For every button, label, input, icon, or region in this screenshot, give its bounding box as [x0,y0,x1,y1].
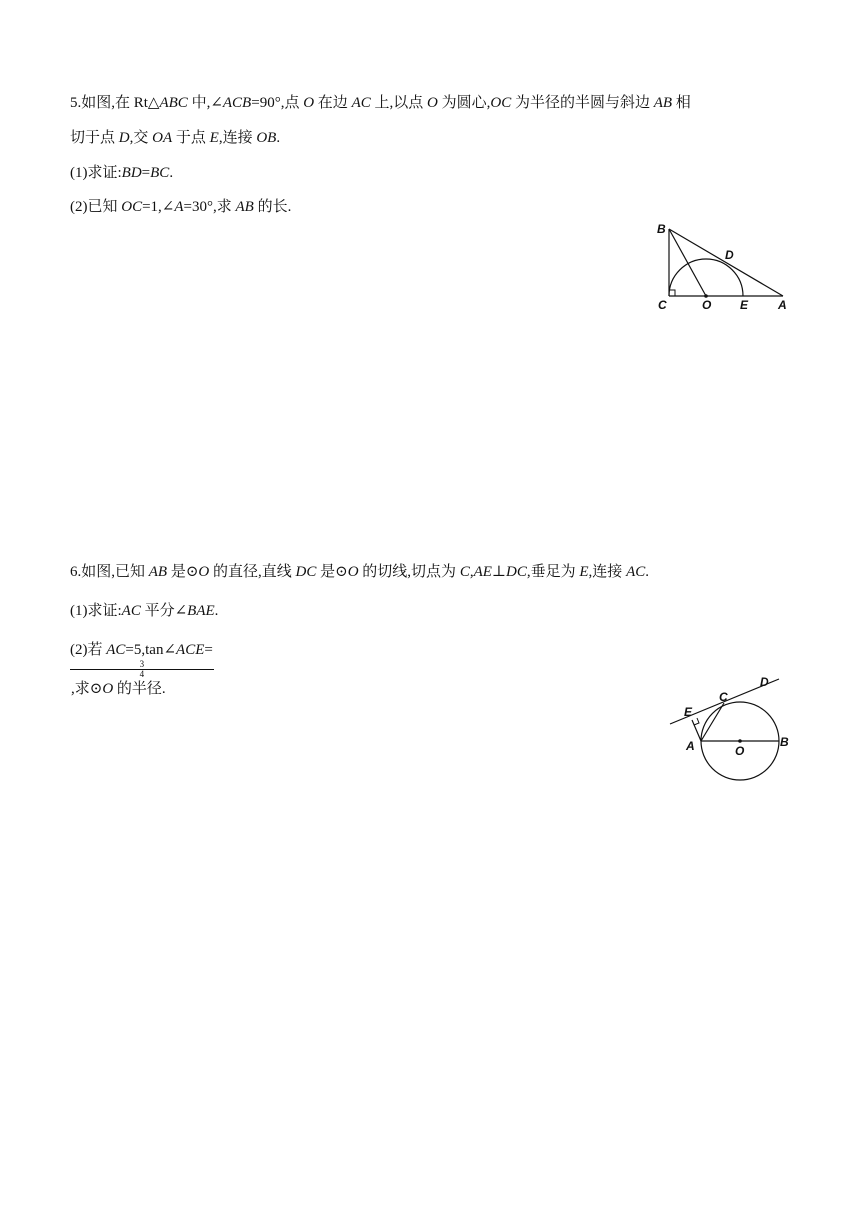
text-run: . [276,130,281,146]
label-c: C [658,298,667,312]
text-run: 5.如图,在 Rt△ [70,95,160,111]
math-symbol: D [118,130,130,146]
math-symbol: O [102,681,114,697]
problem6-question2 [70,640,214,699]
text-run: . [214,603,219,619]
label-e: E [740,298,749,312]
segment-bo [669,229,706,296]
text-run: (1)求证: [70,165,122,181]
label-c: C [719,690,728,704]
text-run: =90°,点 [251,95,304,111]
math-symbol: ABC [159,95,188,111]
text-run: 是⊙ [167,564,199,580]
problem6-question2-pre [70,642,213,658]
math-symbol: C [459,564,470,580]
label-a: A [778,298,787,312]
math-symbol: AC [106,642,126,658]
text-run: 为圆心, [437,95,491,111]
text-run: ,连接 [218,130,257,146]
math-symbol: DC [295,564,317,580]
math-symbol: DC [506,564,527,580]
math-symbol: OC [490,95,512,111]
label-o: O [702,298,712,312]
math-symbol: ACE [176,642,205,658]
text-run: ,连接 [588,564,627,580]
text-run: 于点 [172,130,210,146]
text-run: 的长. [253,199,292,215]
math-symbol: E [209,130,219,146]
text-run: = [141,165,151,181]
text-run: ,交 [129,130,153,146]
text-run: 中,∠ [187,95,223,111]
text-run: ,求⊙ [71,681,103,697]
text-run: ,垂足为 [526,564,580,580]
math-symbol: OA [152,130,173,146]
math-symbol: AB [235,199,254,215]
text-run: 为半径的半圆与斜边 [511,95,654,111]
math-symbol: O [427,95,438,111]
problem6-figure [660,668,800,784]
math-symbol: AC [121,603,141,619]
text-run: (2)已知 [70,199,122,215]
problem6-question2-post [71,681,166,697]
math-symbol: O [347,564,359,580]
text-run: =5,tan∠ [125,642,177,658]
math-symbol: AB [653,95,673,111]
math-symbol: AC [626,564,646,580]
text-run: 上,以点 [370,95,427,111]
text-run: 6.如图,已知 [70,564,149,580]
text-run: (2)若 [70,642,107,658]
text-run: = [204,642,213,658]
math-symbol: AE [473,564,492,580]
problem5-question2 [70,197,291,217]
semicircle-arc [669,259,743,296]
problem6-line1 [70,562,649,582]
problem5-line1 [70,93,691,113]
text-run: 的直径,直线 [209,564,296,580]
fraction-denominator: 4 [139,669,145,679]
problem5-question1 [70,163,173,183]
text-run: 切于点 [70,130,119,146]
text-run: 平分∠ [140,603,188,619]
text-run: =1,∠ [142,199,175,215]
problem5-line2 [70,128,280,148]
fraction-numerator: 3 [70,660,214,670]
text-run: . [645,564,649,580]
text-run: 的半径. [113,681,166,697]
math-symbol: E [579,564,589,580]
text-run: ⊥ [491,564,507,580]
label-b: B [780,735,789,749]
math-symbol: O [303,95,315,111]
label-o: O [735,744,745,758]
math-symbol: AB [148,564,168,580]
label-b: B [657,222,666,236]
problem5-figure [650,218,800,318]
problem6-question1 [70,601,218,621]
text-run: , [469,564,474,580]
math-symbol: OC [121,199,143,215]
label-e: E [684,705,693,719]
text-run: 在边 [314,95,352,111]
segment-ba [669,229,783,296]
right-angle-mark-e [694,718,699,725]
segment-ac [701,703,724,741]
text-run: (1)求证: [70,603,122,619]
text-run: 的切线,切点为 [358,564,460,580]
math-symbol: A [174,199,184,215]
math-symbol: OB [256,130,277,146]
math-symbol: BC [150,165,170,181]
label-d: D [725,248,734,262]
label-a: A [686,739,695,753]
label-d: D [760,675,769,689]
math-symbol: O [198,564,210,580]
fraction-three-quarters [70,660,214,679]
text-run: 是⊙ [316,564,348,580]
text-run: . [169,165,174,181]
text-run: =30°,求 [183,199,236,215]
center-o-dot [738,739,742,743]
math-symbol: BAE [187,603,215,619]
math-symbol: BD [121,165,142,181]
text-run: 相 [672,95,691,111]
math-symbol: ACB [222,95,252,111]
math-symbol: AC [351,95,371,111]
segment-ae [692,720,701,741]
